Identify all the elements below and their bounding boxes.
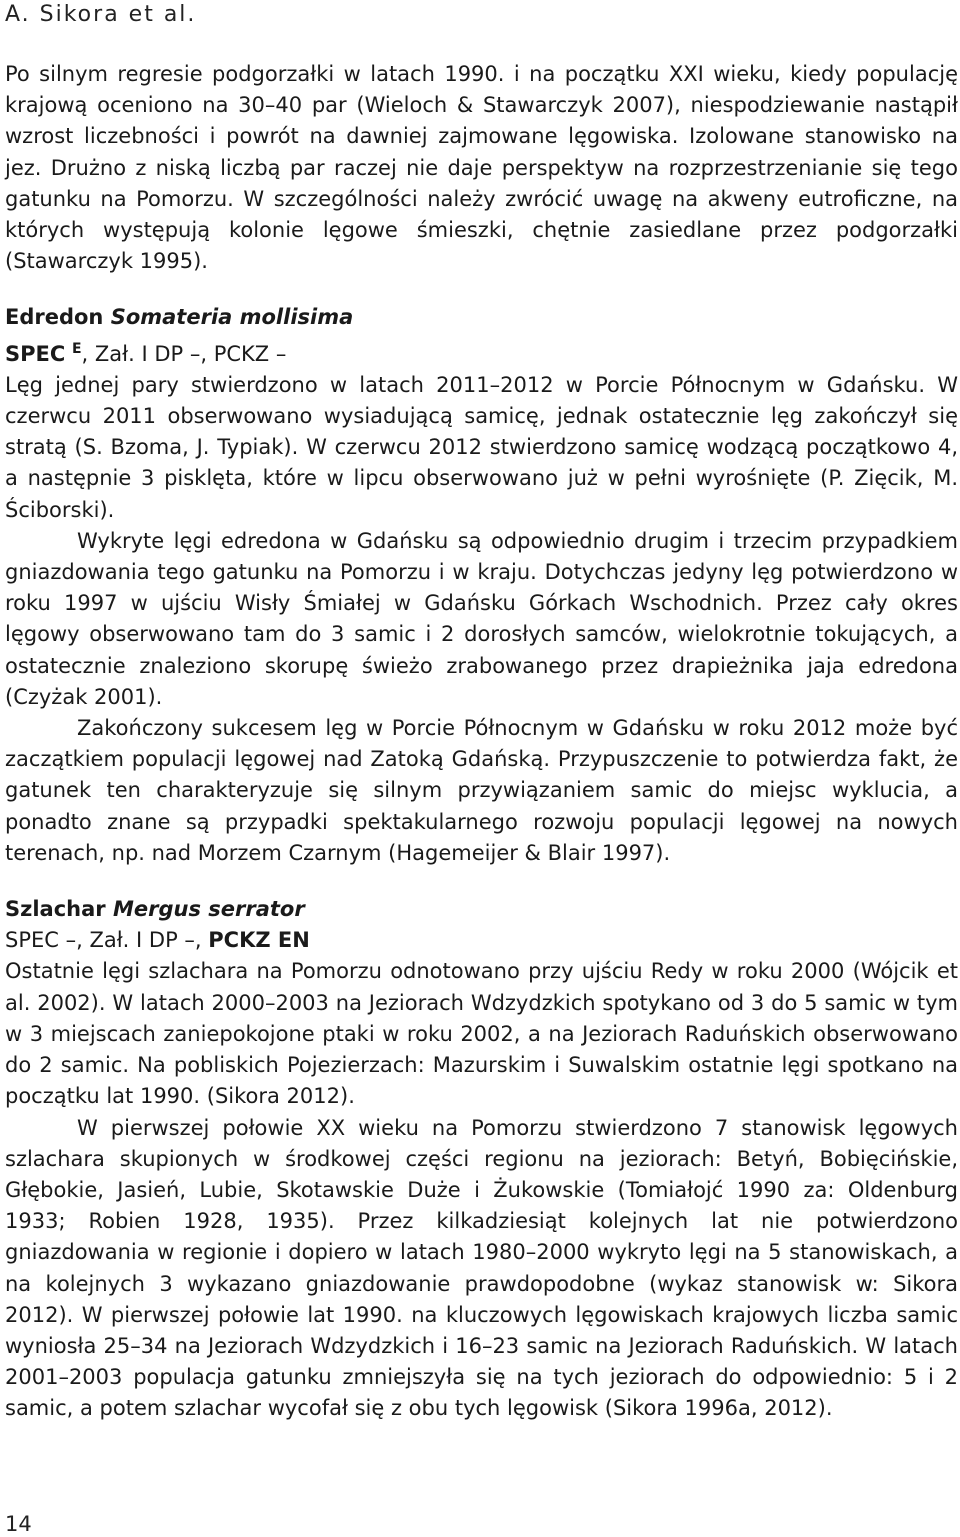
intro-paragraph: Po silnym regresie podgorzałki w latach 1990. i na początku XXI wieku, kiedy populację krajową oceniono na 30–40 par (Wieloch & Stawarczyk 2007), niespodziewanie nastąpił wzrost liczebności i powrót na dawniej zajmowane lęgowiska. Izolowane stanowisko na jez. Drużno z niską liczbą par raczej nie daje perspektyw na rozprzestrzenianie się tego gatunku na Pomorzu. W szczególności należy zwrócić uwagę na akweny eutroficzne, na których występują kolonie lęgowe śmieszki, chętnie zasiedlane przez podgorzałki (Stawarczyk 1995).: [5, 62, 958, 274]
eider-heading: [5, 302, 958, 333]
eider-paragraph-3: Zakończony sukcesem lęg w Porcie Północnym w Gdańsku w roku 2012 może być zaczątkiem populacji lęgowej nad Zatoką Gdańską. Przypuszczenie to potwierdza fakt, że gatunek ten charakteryzuje się silnym przywiązaniem samic do miejsc wyklucia, a ponadto znane są przypadki spektakularnego rozwoju populacji lęgowej na nowych terenach, np. nad Morzem Czarnym (Hagemeijer & Blair 1997).: [5, 716, 958, 865]
eider-common-name: Edredon: [5, 305, 104, 330]
merganser-paragraph-2: W pierwszej połowie XX wieku na Pomorzu stwierdzono 7 stanowisk lęgowych szlachara skupionych w środkowej części regionu na jeziorach: Betyń, Bobięcińskie, Głębokie, Jasień, Lubie, Skotawskie Duże i Żukowskie (Tomiałojć 1990 za: Oldenburg 1933; Robien 1928, 1935). Przez kilkadziesiąt kolejnych lat nie potwierdzono gniazdowania w regionie i dopiero w latach 1980–2000 wykryto lęgi na 5 stanowiskach, a na kolejnych 3 wykazano gniazdowanie prawdopodobne (wykaz stanowisk w: Sikora 2012). W pierwszej połowie lat 1990. na kluczowych lęgowiskach krajowych liczba samic wyniosła 25–34 na Jeziorach Wdzydzkich i 16–23 samic na Jeziorach Raduńskich. W latach 2001–2003 populacja gatunku zmniejszyła się na tych jeziorach do odpowiednio: 5 i 2 samic, a potem szlachar wycofał się z obu tych lęgowisk (Sikora 1996a, 2012).: [5, 1115, 958, 1421]
eider-status-rest: , Zał. I DP –, PCKZ –: [81, 341, 287, 366]
running-header: A. Sikora et al.: [5, 2, 197, 27]
article-body: [5, 59, 958, 1425]
eider-status: [5, 334, 958, 370]
eider-paragraph-2: Wykryte lęgi edredona w Gdańsku są odpowiednio drugim i trzecim przypadkiem gniazdowania tego gatunku na Pomorzu i w kraju. Dotychczas jedyny lęg potwierdzono w roku 1997 w ujściu Wisły Śmiałej w Gdańsku Górkach Wschodnich. Przez cały okres lęgowy obserwowano tam do 3 samic i 2 dorosłych samców, wielokrotnie tokujących, a ostatecznie znaleziono skorupę świeżo zrabowanego przez drapieżnika jaja edredona (Czyżak 2001).: [5, 528, 958, 709]
merganser-common-name: Szlachar: [5, 897, 106, 922]
section-gap: [5, 869, 958, 894]
merganser-status-plain: SPEC –, Zał. I DP –,: [5, 928, 209, 953]
eider-status-sup: E: [71, 340, 82, 357]
merganser-scientific-name: Mergus serrator: [112, 897, 305, 922]
eider-paragraph-1: Lęg jednej pary stwierdzono w latach 2011–2012 w Porcie Północnym w Gdańsku. W czerwcu 2011 obserwowano wysiadującą samicę, jednak ostatecznie lęg zakończył się stratą (S. Bzoma, J. Typiak). W czerwcu 2012 stwierdzono samicę wodzącą początkowo 4, a następnie 3 pisklęta, które w lipcu obserwowano już w pełni wyrośnięte (P. Zięcik, M. Ściborski).: [5, 372, 958, 522]
merganser-paragraph-1: Ostatnie lęgi szlachara na Pomorzu odnotowano przy ujściu Redy w roku 2000 (Wójcik et al. 2002). W latach 2000–2003 na Jeziorach Wdzydzkich spotykano od 3 do 5 samic w tym w 3 miejscach zaniepokojone ptaki w roku 2002, a na Jeziorach Raduńskich obserwowano do 2 samic. Na pobliskich Pojezierzach: Mazurskim i Suwalskim ostatnie lęgi spotkano na początku lat 1990. (Sikora 2012).: [5, 959, 958, 1109]
section-gap: [5, 277, 958, 302]
merganser-status-bold: PCKZ EN: [208, 928, 310, 953]
eider-scientific-name: Somateria mollisima: [110, 305, 354, 330]
merganser-heading: [5, 894, 958, 925]
eider-status-spec: SPEC: [5, 341, 66, 366]
merganser-status: [5, 925, 958, 956]
page-number: 14: [5, 1512, 32, 1536]
